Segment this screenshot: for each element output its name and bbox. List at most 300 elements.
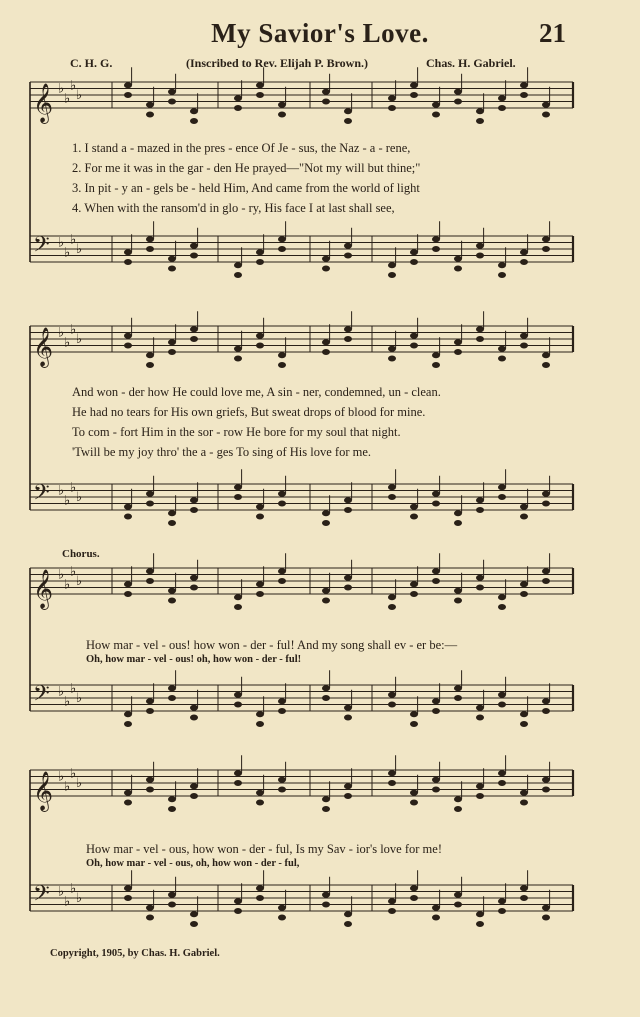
note-head — [322, 796, 330, 802]
note-head — [432, 362, 440, 368]
note-head — [344, 118, 352, 124]
note-head — [146, 905, 154, 911]
chorus-echo-line: Oh, how mar - vel - ous, oh, how won - der - ful, — [86, 858, 300, 869]
note-head — [256, 333, 264, 339]
note-head — [146, 698, 154, 704]
note-head — [432, 246, 440, 252]
note-head — [322, 99, 330, 105]
note-head — [190, 336, 198, 342]
bass-clef: 𝄢 — [33, 232, 50, 263]
note-head — [168, 695, 176, 701]
note-head — [278, 777, 286, 783]
flat-sign: ♭ — [64, 493, 71, 509]
flat-sign: ♭ — [76, 332, 83, 347]
note-head — [454, 339, 462, 345]
note-head — [520, 711, 528, 717]
note-head — [322, 520, 330, 526]
note-head — [234, 272, 242, 278]
note-head — [498, 272, 506, 278]
note-head — [388, 898, 396, 904]
note-head — [344, 585, 352, 591]
note-head — [278, 905, 286, 911]
note-head — [234, 484, 242, 490]
note-head — [542, 568, 550, 574]
page-number: 21 — [539, 18, 566, 48]
note-head — [498, 346, 506, 352]
note-head — [498, 105, 506, 111]
note-head — [256, 259, 264, 265]
note-head — [410, 259, 418, 265]
note-head — [322, 339, 330, 345]
note-head — [256, 82, 264, 88]
note-head — [190, 108, 198, 114]
note-head — [410, 82, 418, 88]
note-head — [520, 581, 528, 587]
note-head — [498, 594, 506, 600]
note-head — [410, 249, 418, 255]
note-head — [256, 721, 264, 727]
note-head — [190, 507, 198, 513]
note-head — [476, 243, 484, 249]
note-head — [190, 118, 198, 124]
note-head — [146, 491, 154, 497]
note-head — [322, 588, 330, 594]
note-head — [542, 787, 550, 793]
note-head — [542, 112, 550, 118]
note-head — [256, 92, 264, 98]
note-head — [388, 594, 396, 600]
note-head — [410, 711, 418, 717]
note-head — [278, 698, 286, 704]
note-head — [432, 915, 440, 921]
note-head — [388, 692, 396, 698]
note-head — [278, 362, 286, 368]
note-head — [432, 698, 440, 704]
note-head — [124, 92, 132, 98]
note-head — [168, 685, 176, 691]
verse-line: 3. In pit - y an - gels be - held Him, And came from the world of light — [72, 181, 420, 195]
verse-lyrics-part2 — [72, 382, 572, 462]
note-head — [432, 708, 440, 714]
note-head — [344, 243, 352, 249]
flat-sign: ♭ — [76, 490, 83, 505]
note-head — [146, 352, 154, 358]
note-head — [388, 770, 396, 776]
note-head — [498, 908, 506, 914]
note-head — [498, 692, 506, 698]
note-head — [344, 715, 352, 721]
note-head — [410, 591, 418, 597]
bass-clef: 𝄢 — [33, 480, 50, 511]
note-head — [476, 705, 484, 711]
flat-sign: ♭ — [64, 335, 71, 351]
note-head — [190, 326, 198, 332]
note-head — [542, 352, 550, 358]
note-head — [388, 702, 396, 708]
note-head — [432, 102, 440, 108]
note-head — [454, 520, 462, 526]
note-head — [278, 568, 286, 574]
note-head — [388, 908, 396, 914]
note-head — [454, 796, 462, 802]
note-head — [520, 259, 528, 265]
note-head — [168, 339, 176, 345]
bass-clef: 𝄢 — [33, 881, 50, 912]
note-head — [278, 112, 286, 118]
note-head — [388, 604, 396, 610]
note-head — [432, 578, 440, 584]
note-head — [498, 702, 506, 708]
verse-line: 'Twill be my joy thro' the a - ges To sing of His love for me. — [72, 445, 372, 459]
note-head — [322, 892, 330, 898]
note-head — [146, 787, 154, 793]
note-head — [454, 349, 462, 355]
verse-line: He had no tears for His own griefs, But sweat drops of blood for mine. — [72, 405, 426, 419]
note-head — [168, 520, 176, 526]
note-head — [454, 510, 462, 516]
note-head — [124, 581, 132, 587]
note-head — [344, 108, 352, 114]
note-head — [454, 685, 462, 691]
bass-clef: 𝄢 — [33, 681, 50, 712]
note-head — [520, 790, 528, 796]
note-head — [256, 343, 264, 349]
note-head — [498, 484, 506, 490]
note-head — [542, 915, 550, 921]
note-head — [476, 497, 484, 503]
flat-sign: ♭ — [70, 78, 77, 94]
note-head — [146, 568, 154, 574]
note-head — [322, 695, 330, 701]
note-head — [168, 892, 176, 898]
note-head — [234, 105, 242, 111]
note-head — [124, 790, 132, 796]
note-head — [256, 885, 264, 891]
note-head — [124, 885, 132, 891]
note-head — [432, 501, 440, 507]
note-head — [278, 578, 286, 584]
verse-line: 4. When with the ransom'd in glo - ry, His face I at last shall see, — [72, 201, 395, 215]
note-head — [234, 494, 242, 500]
note-head — [168, 902, 176, 908]
note-head — [498, 770, 506, 776]
composer-credit: Chas. H. Gabriel. — [426, 56, 516, 70]
flat-sign: ♭ — [58, 684, 65, 700]
lyricist-credit: C. H. G. — [70, 56, 113, 70]
note-head — [234, 770, 242, 776]
note-head — [344, 507, 352, 513]
note-head — [344, 783, 352, 789]
note-head — [410, 885, 418, 891]
note-head — [322, 510, 330, 516]
note-head — [454, 89, 462, 95]
note-head — [542, 708, 550, 714]
note-head — [278, 102, 286, 108]
note-head — [498, 494, 506, 500]
flat-sign: ♭ — [64, 245, 71, 261]
note-head — [542, 698, 550, 704]
note-head — [432, 568, 440, 574]
note-head — [234, 692, 242, 698]
note-head — [190, 793, 198, 799]
chorus-echo-line: Oh, how mar - vel - ous! oh, how won - der - ful! — [86, 654, 302, 665]
note-head — [168, 598, 176, 604]
flat-sign: ♭ — [76, 891, 83, 906]
verse-lyrics-part1 — [72, 138, 572, 218]
note-head — [322, 598, 330, 604]
note-head — [234, 95, 242, 101]
note-head — [256, 514, 264, 520]
note-head — [476, 715, 484, 721]
note-head — [234, 356, 242, 362]
note-head — [520, 504, 528, 510]
note-head — [168, 806, 176, 812]
note-head — [190, 911, 198, 917]
note-head — [388, 494, 396, 500]
verse-line: 2. For me it was in the gar - den He prayed—"Not my will but thine;" — [72, 161, 421, 175]
flat-sign: ♭ — [64, 779, 71, 795]
note-head — [432, 787, 440, 793]
note-head — [190, 253, 198, 259]
note-head — [454, 266, 462, 272]
note-head — [322, 902, 330, 908]
flat-sign: ♭ — [70, 766, 77, 782]
note-head — [410, 333, 418, 339]
flat-sign: ♭ — [58, 325, 65, 341]
note-head — [520, 249, 528, 255]
note-head — [168, 349, 176, 355]
note-head — [410, 504, 418, 510]
flat-sign: ♭ — [70, 681, 77, 697]
note-head — [476, 326, 484, 332]
note-head — [410, 92, 418, 98]
note-head — [476, 507, 484, 513]
note-head — [520, 82, 528, 88]
note-head — [432, 236, 440, 242]
note-head — [344, 336, 352, 342]
note-head — [388, 484, 396, 490]
note-head — [234, 898, 242, 904]
note-head — [498, 95, 506, 101]
note-head — [388, 356, 396, 362]
note-head — [344, 705, 352, 711]
note-head — [124, 333, 132, 339]
flat-sign: ♭ — [76, 88, 83, 103]
note-head — [476, 793, 484, 799]
note-head — [476, 911, 484, 917]
note-head — [256, 790, 264, 796]
note-head — [168, 588, 176, 594]
note-head — [542, 362, 550, 368]
note-head — [542, 905, 550, 911]
note-head — [124, 343, 132, 349]
treble-clef: 𝄞 — [33, 771, 54, 811]
verse-line: To com - fort Him in the sor - row He bore for my soul that night. — [72, 425, 401, 439]
flat-sign: ♭ — [58, 235, 65, 251]
note-head — [498, 262, 506, 268]
note-head — [168, 796, 176, 802]
note-head — [234, 262, 242, 268]
note-head — [476, 585, 484, 591]
note-head — [278, 352, 286, 358]
note-head — [432, 777, 440, 783]
treble-clef: 𝄞 — [33, 569, 54, 609]
note-head — [278, 236, 286, 242]
note-head — [454, 806, 462, 812]
page-title: My Savior's Love. — [211, 18, 429, 48]
note-head — [322, 349, 330, 355]
note-head — [234, 346, 242, 352]
note-head — [410, 581, 418, 587]
note-head — [432, 352, 440, 358]
treble-clef: 𝄞 — [33, 83, 54, 123]
note-head — [410, 514, 418, 520]
dedication: (Inscribed to Rev. Elijah P. Brown.) — [186, 56, 369, 70]
note-head — [542, 491, 550, 497]
note-head — [454, 695, 462, 701]
note-head — [146, 578, 154, 584]
note-head — [476, 575, 484, 581]
note-head — [432, 491, 440, 497]
note-head — [542, 578, 550, 584]
note-head — [410, 343, 418, 349]
note-head — [256, 895, 264, 901]
note-head — [498, 604, 506, 610]
note-head — [542, 102, 550, 108]
note-head — [124, 721, 132, 727]
note-head — [256, 249, 264, 255]
flat-sign: ♭ — [64, 694, 71, 710]
note-head — [190, 575, 198, 581]
note-head — [322, 685, 330, 691]
note-head — [454, 588, 462, 594]
copyright-notice: Copyright, 1905, by Chas. H. Gabriel. — [50, 948, 220, 959]
note-head — [344, 575, 352, 581]
note-head — [256, 591, 264, 597]
chorus-lyric-line: How mar - vel - ous, how won - der - ful, Is my Sav - ior's love for me! — [86, 842, 442, 856]
note-head — [344, 911, 352, 917]
note-head — [146, 236, 154, 242]
note-head — [124, 591, 132, 597]
note-head — [388, 346, 396, 352]
treble-clef: 𝄞 — [33, 327, 54, 367]
note-head — [278, 787, 286, 793]
note-head — [234, 780, 242, 786]
verse-line: And won - der how He could love me, A sin - ner, condemned, un - clean. — [72, 385, 441, 399]
flat-sign: ♭ — [64, 577, 71, 593]
note-head — [432, 112, 440, 118]
note-head — [124, 259, 132, 265]
note-head — [410, 895, 418, 901]
note-head — [124, 504, 132, 510]
note-head — [344, 497, 352, 503]
note-head — [498, 780, 506, 786]
note-head — [146, 708, 154, 714]
note-head — [388, 272, 396, 278]
note-head — [146, 246, 154, 252]
note-head — [542, 246, 550, 252]
note-head — [190, 715, 198, 721]
note-head — [278, 501, 286, 507]
note-head — [124, 800, 132, 806]
flat-sign: ♭ — [58, 483, 65, 499]
note-head — [256, 800, 264, 806]
note-head — [476, 783, 484, 789]
note-head — [322, 806, 330, 812]
note-head — [168, 266, 176, 272]
note-head — [322, 256, 330, 262]
note-head — [146, 777, 154, 783]
flat-sign: ♭ — [70, 881, 77, 897]
note-head — [520, 721, 528, 727]
note-head — [344, 793, 352, 799]
note-head — [278, 491, 286, 497]
note-head — [146, 915, 154, 921]
note-head — [322, 266, 330, 272]
flat-sign: ♭ — [76, 691, 83, 706]
flat-sign: ♭ — [58, 884, 65, 900]
note-head — [256, 581, 264, 587]
flat-sign: ♭ — [70, 480, 77, 496]
note-head — [388, 95, 396, 101]
note-head — [388, 105, 396, 111]
note-head — [344, 253, 352, 259]
note-head — [124, 514, 132, 520]
flat-sign: ♭ — [64, 91, 71, 107]
flat-sign: ♭ — [76, 574, 83, 589]
note-head — [344, 326, 352, 332]
note-head — [234, 702, 242, 708]
note-head — [322, 89, 330, 95]
note-head — [476, 336, 484, 342]
note-head — [520, 333, 528, 339]
note-head — [344, 921, 352, 927]
note-head — [520, 895, 528, 901]
flat-sign: ♭ — [76, 776, 83, 791]
note-head — [454, 892, 462, 898]
note-head — [278, 246, 286, 252]
note-head — [168, 99, 176, 105]
note-head — [410, 790, 418, 796]
chorus-lyric-line: How mar - vel - ous! how won - der - ful! And my song shall ev - er be:— — [86, 638, 458, 652]
note-head — [256, 711, 264, 717]
note-head — [520, 800, 528, 806]
flat-sign: ♭ — [70, 322, 77, 338]
note-head — [124, 249, 132, 255]
note-head — [476, 118, 484, 124]
note-head — [168, 89, 176, 95]
chorus-label: Chorus. — [62, 548, 100, 560]
note-head — [234, 594, 242, 600]
note-head — [168, 510, 176, 516]
note-head — [454, 598, 462, 604]
flat-sign: ♭ — [76, 242, 83, 257]
note-head — [454, 256, 462, 262]
flat-sign: ♭ — [58, 567, 65, 583]
note-head — [190, 497, 198, 503]
note-head — [410, 721, 418, 727]
note-head — [146, 112, 154, 118]
note-head — [234, 908, 242, 914]
note-head — [190, 585, 198, 591]
note-head — [498, 898, 506, 904]
flat-sign: ♭ — [70, 564, 77, 580]
note-head — [124, 82, 132, 88]
note-head — [410, 800, 418, 806]
note-head — [146, 362, 154, 368]
flat-sign: ♭ — [70, 232, 77, 248]
note-head — [454, 99, 462, 105]
